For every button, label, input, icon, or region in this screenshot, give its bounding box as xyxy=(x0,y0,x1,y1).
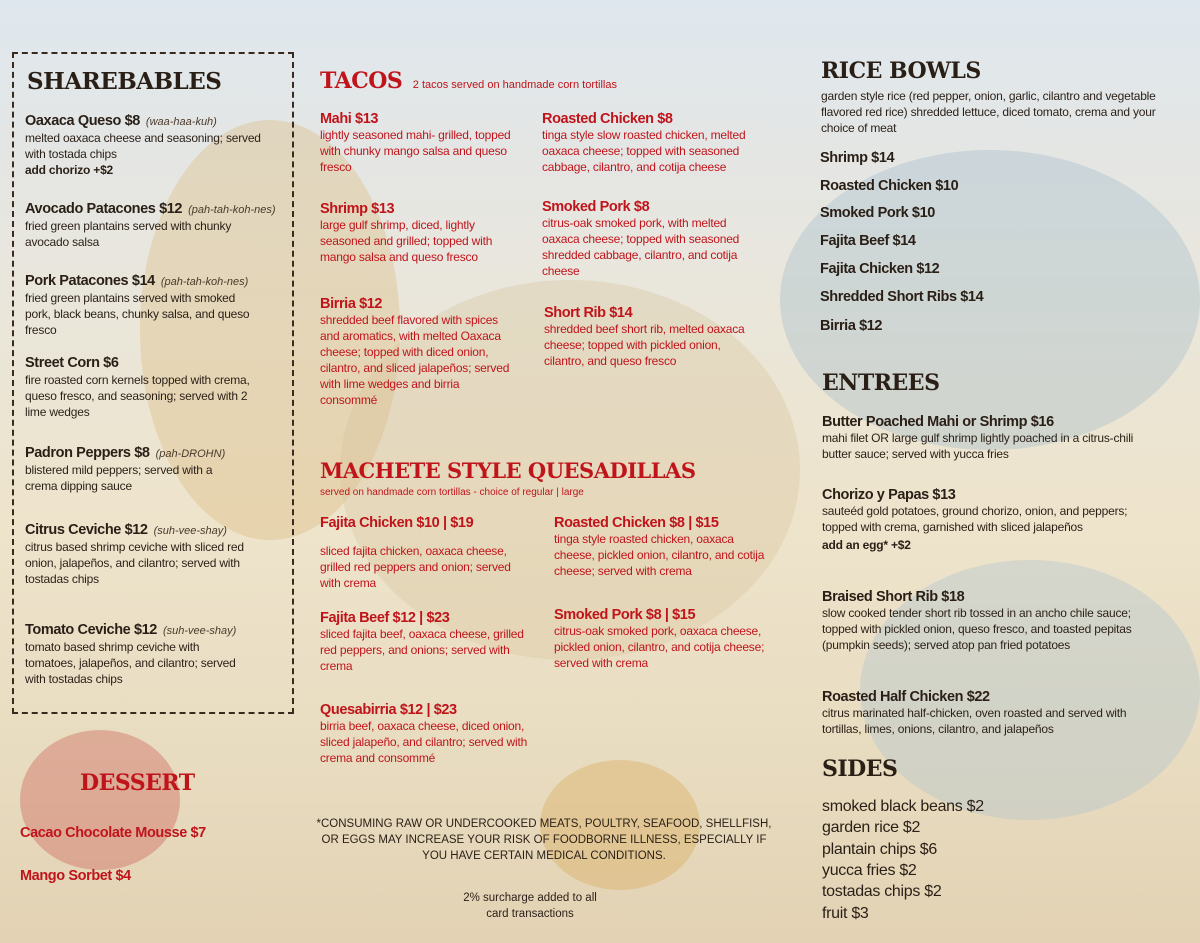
quesadillas-header xyxy=(320,458,696,498)
dessert-title: DESSERT xyxy=(80,770,195,796)
tacos-subtitle: 2 tacos served on handmade corn tortillas xyxy=(412,79,617,91)
item-description: sliced fajita chicken, oaxaca cheese, grilled red peppers and onion; served with crema xyxy=(320,544,511,590)
shareables-section xyxy=(12,52,294,714)
item-name: Tomato Ceviche $12 xyxy=(25,622,157,638)
item-pronunciation: (suh-vee-shay) xyxy=(162,625,237,637)
entrees-title: ENTREES xyxy=(822,370,940,396)
item-description: lightly seasoned mahi- grilled, topped with chunky mango salsa and queso fresco xyxy=(320,128,511,174)
item-description: birria beef, oaxaca cheese, diced onion, sliced jalapeño, and cilantro; served with crema and consommé xyxy=(320,719,528,765)
item-pronunciation: (suh-vee-shay) xyxy=(153,525,227,537)
shareable-item xyxy=(25,521,281,587)
shareable-item xyxy=(25,354,281,420)
item-name: Smoked Pork $8 xyxy=(542,199,650,215)
item-description: fire roasted corn kernels topped with crema, queso fresco, and seasoning; served with 2 lime wedges xyxy=(25,373,250,419)
item-name: Roasted Half Chicken $22 xyxy=(822,689,990,705)
item-name: Butter Poached Mahi or Shrimp $16 xyxy=(822,414,1054,430)
item-name: Fajita Beef $12 | $23 xyxy=(320,610,450,626)
side-item: fruit $3 xyxy=(822,905,869,922)
item-name: Chorizo y Papas $13 xyxy=(822,487,956,503)
quesadilla-item xyxy=(320,702,540,766)
food-safety-warning: *CONSUMING RAW OR UNDERCOOKED MEATS, POULTRY, SEAFOOD, SHELLFISH, OR EGGS MAY INCREASE YOUR RISK OF FOODBORNE ILLNESS, ESPECIALLY IF YOU HAVE CERTAIN MEDICAL CONDITIONS. xyxy=(316,818,772,862)
rice-bowl-item: Shredded Short Ribs $14 xyxy=(820,289,984,305)
side-item: yucca fries $2 xyxy=(822,862,917,879)
item-description: sliced fajita beef, oaxaca cheese, grilled red peppers, and onions; served with crema xyxy=(320,627,524,673)
item-name: Mahi $13 xyxy=(320,111,379,127)
tacos-title: TACOS xyxy=(320,68,403,94)
side-item: plantain chips $6 xyxy=(822,841,937,858)
dessert-item: Mango Sorbet $4 xyxy=(20,868,131,884)
item-description: shredded beef flavored with spices and aromatics, with melted Oaxaca cheese; topped with diced onion, cilantro, and sliced jalapeños; served with lime wedges and birria consommé xyxy=(320,313,510,407)
quesadilla-item xyxy=(320,515,520,591)
item-pronunciation: (waa-haa-kuh) xyxy=(145,116,217,128)
item-description: shredded beef short rib, melted oaxaca cheese; topped with pickled onion, cilantro, and queso fresco xyxy=(544,322,745,368)
entree-item xyxy=(822,414,1152,462)
item-description: mahi filet OR large gulf shrimp lightly poached in a citrus-chili butter sauce; served with yucca fries xyxy=(822,431,1134,461)
item-name: Roasted Chicken $8 | $15 xyxy=(554,515,719,531)
item-description: citrus based shrimp ceviche with sliced red onion, jalapeños, and cilantro; served with tostadas chips xyxy=(25,540,244,586)
item-description: tinga style roasted chicken, oaxaca cheese, pickled onion, cilantro, and cotija cheese; served with crema xyxy=(554,532,765,578)
item-name: Citrus Ceviche $12 xyxy=(25,522,148,538)
shareable-item xyxy=(25,200,281,250)
entree-item xyxy=(822,487,1162,553)
sides-section xyxy=(822,756,897,782)
item-name: Pork Patacones $14 xyxy=(25,273,155,289)
shareable-item xyxy=(25,621,281,687)
item-name: Avocado Patacones $12 xyxy=(25,201,183,217)
rice-bowl-item: Fajita Chicken $12 xyxy=(820,261,940,277)
item-name: Short Rib $14 xyxy=(544,305,633,321)
item-name: Fajita Chicken $10 | $19 xyxy=(320,515,474,531)
item-description: melted oaxaca cheese and seasoning; served with tostada chips xyxy=(25,131,261,161)
rice-bowls-description: garden style rice (red pepper, onion, garlic, cilantro and vegetable flavored red rice) shredded lettuce, diced tomato, crema and your choice of meat xyxy=(821,89,1156,135)
item-description: large gulf shrimp, diced, lightly seasoned and grilled; topped with mango salsa and queso fresco xyxy=(320,218,493,264)
rice-bowl-item: Smoked Pork $10 xyxy=(820,205,935,221)
taco-item xyxy=(542,111,757,175)
item-name: Street Corn $6 xyxy=(25,355,119,371)
dessert-item: Cacao Chocolate Mousse $7 xyxy=(20,825,206,841)
sides-title: SIDES xyxy=(822,756,898,782)
taco-item xyxy=(320,296,515,408)
item-pronunciation: (pah-DROHN) xyxy=(155,448,226,460)
rice-bowl-item: Roasted Chicken $10 xyxy=(820,178,959,194)
surcharge-note: 2% surcharge added to all card transactions xyxy=(463,892,597,920)
item-name: Quesabirria $12 | $23 xyxy=(320,702,457,718)
background-watermelon xyxy=(20,730,180,870)
item-description: fried green plantains served with chunky avocado salsa xyxy=(25,219,232,249)
shareable-item xyxy=(25,112,281,178)
side-item: tostadas chips $2 xyxy=(822,883,942,900)
rice-bowl-item: Birria $12 xyxy=(820,318,883,334)
item-pronunciation: (pah-tah-koh-nes) xyxy=(160,276,249,288)
side-item: garden rice $2 xyxy=(822,819,921,836)
item-name: Shrimp $13 xyxy=(320,201,395,217)
entree-item xyxy=(822,689,1152,737)
taco-item xyxy=(320,111,520,175)
taco-item xyxy=(542,199,757,279)
entrees-section xyxy=(822,370,939,396)
item-description: citrus-oak smoked pork, oaxaca cheese, pickled onion, cilantro, and cotija cheese; served with crema xyxy=(554,624,765,670)
rice-bowls-section xyxy=(821,58,1181,136)
item-description: citrus-oak smoked pork, with melted oaxaca cheese; topped with seasoned shredded cabbage, cilantro, and cotija cheese xyxy=(542,216,740,278)
quesadillas-subtitle: served on handmade corn tortillas - choice of regular | large xyxy=(320,487,584,498)
quesadilla-item xyxy=(554,607,774,671)
item-description: tinga style slow roasted chicken, melted oaxaca cheese; topped with seasoned cabbage, cilantro, and cotija cheese xyxy=(542,128,746,174)
item-description: tomato based shrimp ceviche with tomatoes, jalapeños, and cilantro; served with tostadas chips xyxy=(25,640,236,686)
item-name: Padron Peppers $8 xyxy=(25,445,150,461)
rice-bowl-item: Shrimp $14 xyxy=(820,150,895,166)
quesadilla-item xyxy=(554,515,774,579)
shareable-item xyxy=(25,444,281,494)
shareables-title: SHAREBABLES xyxy=(27,68,222,95)
tacos-header xyxy=(320,68,617,94)
entree-item xyxy=(822,589,1152,653)
rice-bowl-item: Fajita Beef $14 xyxy=(820,233,916,249)
item-addon: add chorizo +$2 xyxy=(25,163,114,177)
item-name: Smoked Pork $8 | $15 xyxy=(554,607,696,623)
taco-item xyxy=(320,201,515,265)
item-description: fried green plantains served with smoked pork, black beans, chunky salsa, and queso fresco xyxy=(25,291,250,337)
item-addon: add an egg* +$2 xyxy=(822,538,911,552)
item-name: Roasted Chicken $8 xyxy=(542,111,673,127)
item-pronunciation: (pah-tah-koh-nes) xyxy=(188,204,276,216)
side-item: smoked black beans $2 xyxy=(822,798,984,815)
taco-item xyxy=(544,305,759,369)
quesadilla-item xyxy=(320,610,530,674)
item-description: citrus marinated half-chicken, oven roasted and served with tortillas, limes, onions, cilantro, and jalapeños xyxy=(822,706,1127,736)
item-description: sauteéd gold potatoes, ground chorizo, onion, and peppers; topped with crema, garnished with sliced jalapeños xyxy=(822,504,1128,534)
shareable-item xyxy=(25,272,281,338)
item-name: Braised Short Rib $18 xyxy=(822,589,965,605)
item-name: Oaxaca Queso $8 xyxy=(25,113,140,129)
rice-bowls-title: RICE BOWLS xyxy=(821,58,981,84)
item-name: Birria $12 xyxy=(320,296,383,312)
item-description: blistered mild peppers; served with a crema dipping sauce xyxy=(25,463,213,493)
item-description: slow cooked tender short rib tossed in an ancho chile sauce; topped with pickled onion, queso fresco, and toasted pepitas (pumpkin seeds); served atop pan fried potatoes xyxy=(822,606,1132,652)
dessert-section xyxy=(80,770,195,796)
quesadillas-title: MACHETE STYLE QUESADILLAS xyxy=(320,458,696,483)
